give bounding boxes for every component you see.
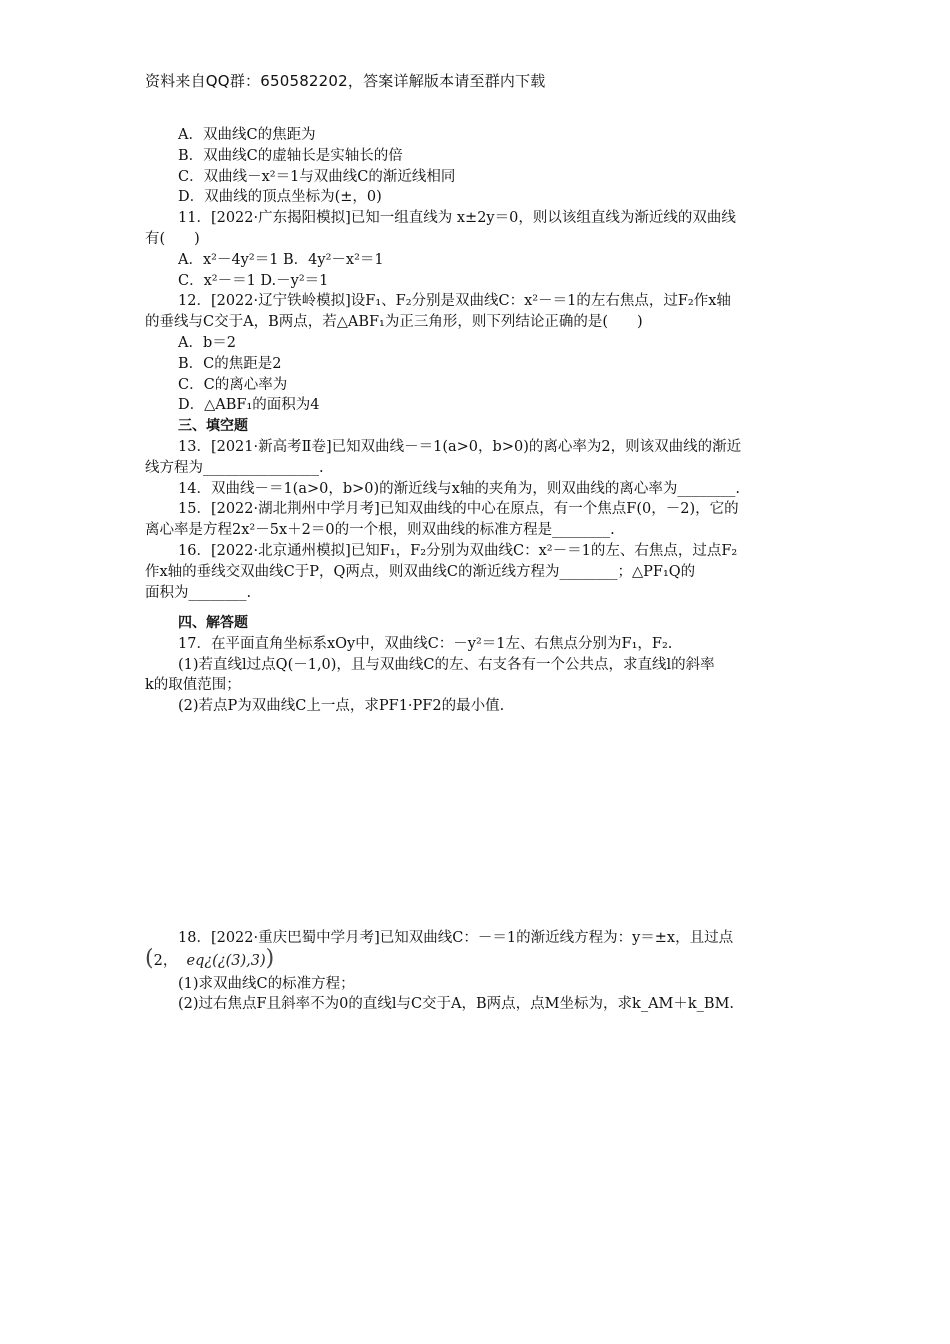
source-note: 资料来自QQ群：650582202，答案详解版本请至群内下载 [145,72,546,90]
q14-line1: 14．双曲线－＝1(a>0，b>0)的渐近线与x轴的夹角为，则双曲线的离心率为________. [178,480,740,497]
q17-part1-line2: k的取值范围； [145,677,241,694]
section-heading-solutions: 四、解答题 [178,615,248,631]
q16-line1: 16．[2022·北京通州模拟]已知F₁，F₂分别为双曲线C：x²－＝1的左、右焦点，过点F₂ [178,542,738,559]
question-block-18 [145,928,807,1015]
q16-line3: 面积为________. [145,584,252,601]
question-block-10-12 [145,125,807,603]
q12-option-a: A．b＝2 [178,334,236,351]
q11-options-ab: A．x²－4y²＝1 B．4y²－x²＝1 [178,251,384,268]
q17-part1-line1: (1)若直线l过点Q(－1,0)，且与双曲线C的左、右支各有一个公共点，求直线l的斜率 [178,656,715,673]
q12-option-d: D．△ABF₁的面积为4 [178,397,320,414]
q18-line1: 18．[2022·重庆巴蜀中学月考]已知双曲线C：－＝1的渐近线方程为：y＝±x，且过点 [178,930,734,946]
q17-line1: 17．在平面直角坐标系xOy中，双曲线C：－y²＝1左、右焦点分别为F₁，F₂. [178,635,673,652]
q17-part2: (2)若点P为双曲线C上一点，求PF1·PF2的最小值. [178,698,505,715]
q18-eq-field: eq¿(¿(3),3) [186,952,266,969]
q11-stem: 11．[2022·广东揭阳模拟]已知一组直线为 x±2y＝0，则以该组直线为渐近线的双曲线 [178,210,736,227]
open-paren: ( [145,945,154,971]
close-paren: ) [265,945,275,971]
q10-option-c: C．双曲线－x²＝1与双曲线C的渐近线相同 [178,168,456,185]
q13-line2: 线方程为________________. [145,459,324,476]
q16-line2: 作x轴的垂线交双曲线C于P，Q两点，则双曲线C的渐近线方程为________；△PF₁Q的 [145,563,696,580]
question-block-17 [145,613,807,717]
q13-line1: 13．[2021·新高考Ⅱ卷]已知双曲线－＝1(a>0，b>0)的离心率为2，则该双曲线的渐近 [178,438,742,455]
q12-stem-cont: 的垂线与C交于A，B两点，若△ABF₁为正三角形，则下列结论正确的是( ) [145,314,643,331]
q15-line2: 离心率是方程2x²－5x＋2＝0的一个根，则双曲线的标准方程是________. [145,522,615,539]
q10-option-a: A．双曲线C的焦距为 [178,127,316,143]
q12-stem: 12．[2022·辽宁铁岭模拟]设F₁、F₂分别是双曲线C：x²－＝1的左右焦点，过F₂作x轴 [178,293,731,310]
q10-option-d: D．双曲线的顶点坐标为(±，0) [178,189,382,206]
q18-part1: (1)求双曲线C的标准方程； [178,975,355,992]
q12-option-b: B．C的焦距是2 [178,355,282,372]
q10-option-b: B．双曲线C的虚轴长是实轴长的倍 [178,147,403,164]
q18-point-prefix: 2， [153,952,178,969]
section-heading-fill-in: 三、填空题 [178,418,248,435]
q15-line1: 15．[2022·湖北荆州中学月考]已知双曲线的中心在原点，有一个焦点F(0，－2)，它的 [178,501,739,518]
q11-stem-cont: 有( ) [145,230,200,247]
q18-part2: (2)过右焦点F且斜率不为0的直线l与C交于A，B两点，点M坐标为，求k_AM＋k_BM. [178,996,735,1013]
q18-line2 [145,945,807,972]
q11-options-cd: C．x²－＝1 D.－y²＝1 [178,272,329,289]
q12-option-c: C．C的离心率为 [178,376,288,393]
